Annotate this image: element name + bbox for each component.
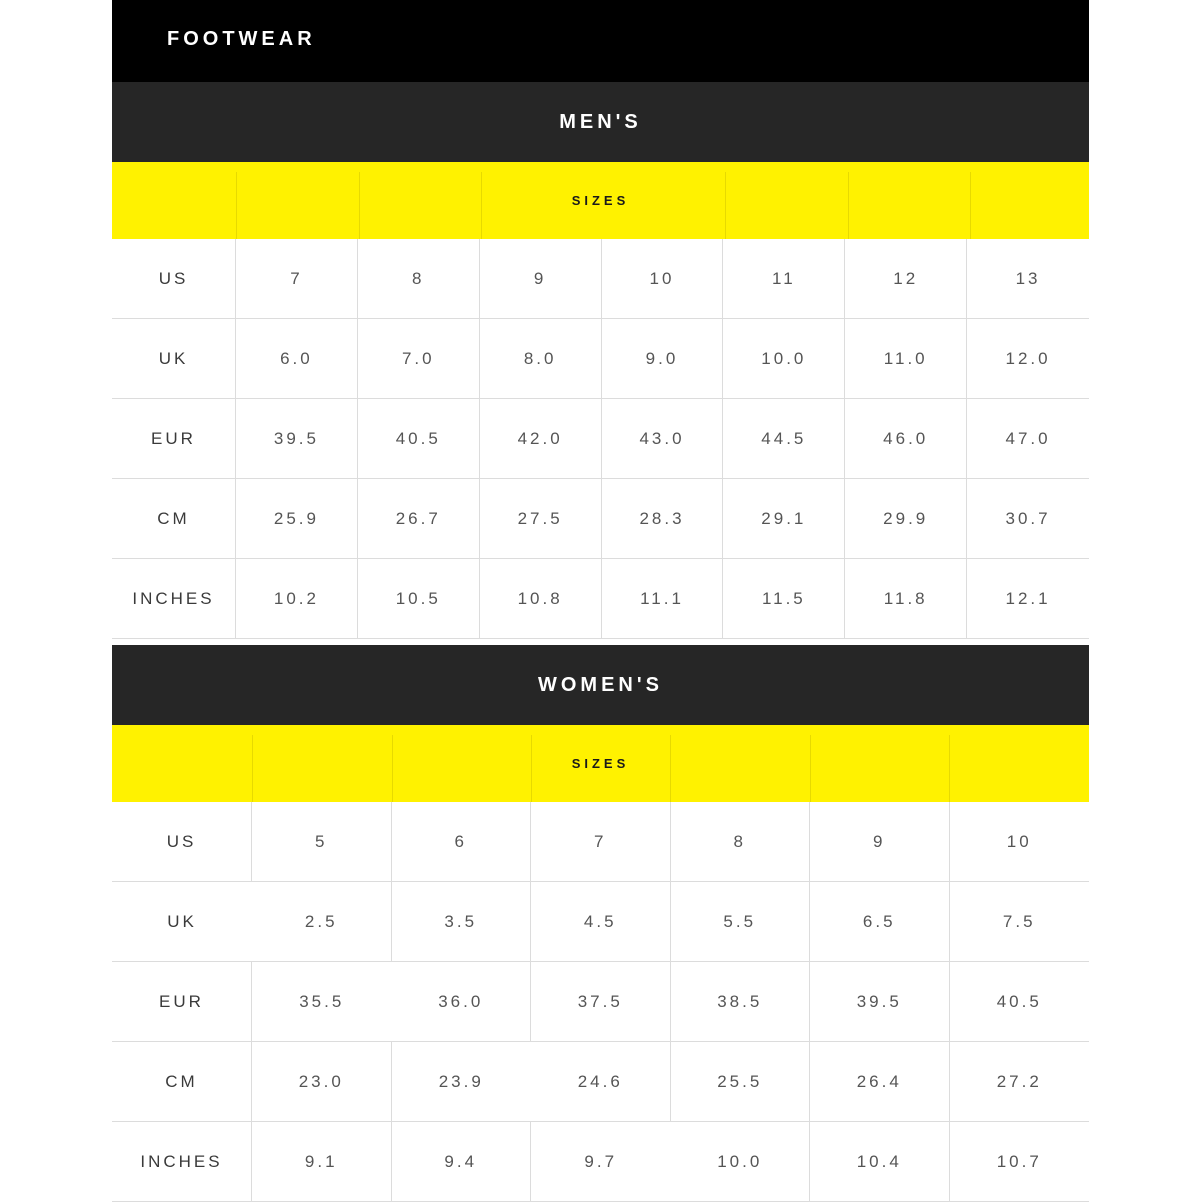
womens-sizes-band (112, 725, 1089, 802)
mens-size-cell: 7.0 (358, 319, 480, 399)
mens-size-cell: 11.5 (723, 559, 845, 639)
title-band (112, 0, 1089, 82)
mens-size-cell: 44.5 (723, 399, 845, 479)
womens-size-cell: 10.4 (810, 1122, 950, 1202)
womens-size-cell: 35.5 (252, 962, 392, 1042)
womens-size-cell: 7.5 (950, 882, 1090, 962)
mens-size-cell: 9 (480, 239, 602, 319)
mens-size-cell: 11 (723, 239, 845, 319)
mens-size-cell: 9.0 (602, 319, 724, 399)
womens-sizes-divider (810, 735, 811, 802)
mens-row-label: CM (112, 479, 236, 559)
mens-size-cell: 39.5 (236, 399, 358, 479)
mens-size-cell: 43.0 (602, 399, 724, 479)
womens-size-cell: 8 (671, 802, 811, 882)
mens-size-cell: 10.2 (236, 559, 358, 639)
womens-size-table (112, 802, 1089, 1202)
mens-sizes-band (112, 162, 1089, 239)
womens-size-cell: 23.0 (252, 1042, 392, 1122)
mens-size-cell: 10.0 (723, 319, 845, 399)
womens-size-cell: 37.5 (531, 962, 671, 1042)
mens-size-cell: 42.0 (480, 399, 602, 479)
womens-size-cell: 26.4 (810, 1042, 950, 1122)
mens-size-cell: 10 (602, 239, 724, 319)
mens-size-cell: 10.5 (358, 559, 480, 639)
mens-row-label: EUR (112, 399, 236, 479)
mens-size-cell: 27.5 (480, 479, 602, 559)
womens-size-cell: 6 (392, 802, 532, 882)
mens-size-cell: 7 (236, 239, 358, 319)
mens-heading: MEN'S (559, 110, 642, 133)
womens-size-cell: 9.1 (252, 1122, 392, 1202)
womens-sizes-label: SIZES (571, 756, 630, 771)
mens-sizes-divider (970, 172, 971, 239)
mens-size-cell: 8 (358, 239, 480, 319)
mens-sizes-divider (359, 172, 360, 239)
womens-size-cell: 39.5 (810, 962, 950, 1042)
mens-size-cell: 12.1 (967, 559, 1089, 639)
womens-heading-band (112, 645, 1089, 725)
womens-size-cell: 9.4 (392, 1122, 532, 1202)
mens-row-label: INCHES (112, 559, 236, 639)
womens-size-cell: 7 (531, 802, 671, 882)
page-title: FOOTWEAR (167, 28, 316, 50)
womens-row-label: US (112, 802, 252, 882)
mens-size-cell: 26.7 (358, 479, 480, 559)
mens-size-cell: 29.9 (845, 479, 967, 559)
womens-size-cell: 3.5 (392, 882, 532, 962)
mens-size-cell: 6.0 (236, 319, 358, 399)
womens-size-cell: 27.2 (950, 1042, 1090, 1122)
womens-row-label: UK (112, 882, 252, 962)
mens-size-cell: 30.7 (967, 479, 1089, 559)
womens-size-cell: 10.7 (950, 1122, 1090, 1202)
mens-size-cell: 8.0 (480, 319, 602, 399)
womens-sizes-divider (949, 735, 950, 802)
mens-size-cell: 25.9 (236, 479, 358, 559)
mens-size-cell: 46.0 (845, 399, 967, 479)
mens-size-cell: 28.3 (602, 479, 724, 559)
womens-sizes-divider (670, 735, 671, 802)
mens-size-cell: 40.5 (358, 399, 480, 479)
womens-size-cell: 24.6 (531, 1042, 671, 1122)
womens-heading: WOMEN'S (538, 673, 663, 696)
mens-row-label: US (112, 239, 236, 319)
womens-size-cell: 5.5 (671, 882, 811, 962)
womens-size-cell: 2.5 (252, 882, 392, 962)
mens-row-label: UK (112, 319, 236, 399)
mens-sizes-label: SIZES (571, 193, 630, 208)
womens-size-cell: 6.5 (810, 882, 950, 962)
womens-sizes-divider (252, 735, 253, 802)
womens-size-cell: 23.9 (392, 1042, 532, 1122)
mens-size-cell: 47.0 (967, 399, 1089, 479)
size-chart (112, 0, 1089, 1200)
womens-size-cell: 36.0 (392, 962, 532, 1042)
womens-size-cell: 25.5 (671, 1042, 811, 1122)
womens-size-cell: 9.7 (531, 1122, 671, 1202)
mens-size-cell: 12 (845, 239, 967, 319)
mens-sizes-divider (236, 172, 237, 239)
mens-sizes-divider (848, 172, 849, 239)
womens-size-cell: 10 (950, 802, 1090, 882)
womens-sizes-divider (392, 735, 393, 802)
mens-size-cell: 11.1 (602, 559, 724, 639)
mens-size-cell: 11.8 (845, 559, 967, 639)
womens-size-cell: 5 (252, 802, 392, 882)
womens-size-cell: 9 (810, 802, 950, 882)
mens-size-cell: 11.0 (845, 319, 967, 399)
womens-row-label: EUR (112, 962, 252, 1042)
womens-size-cell: 38.5 (671, 962, 811, 1042)
mens-size-cell: 29.1 (723, 479, 845, 559)
mens-size-cell: 12.0 (967, 319, 1089, 399)
womens-size-cell: 4.5 (531, 882, 671, 962)
womens-sizes-divider (531, 735, 532, 802)
mens-size-cell: 13 (967, 239, 1089, 319)
mens-heading-band (112, 82, 1089, 162)
mens-sizes-divider (725, 172, 726, 239)
womens-row-label: CM (112, 1042, 252, 1122)
mens-size-cell: 10.8 (480, 559, 602, 639)
mens-size-table (112, 239, 1089, 639)
womens-size-cell: 10.0 (671, 1122, 811, 1202)
womens-size-cell: 40.5 (950, 962, 1090, 1042)
womens-row-label: INCHES (112, 1122, 252, 1202)
mens-sizes-divider (481, 172, 482, 239)
